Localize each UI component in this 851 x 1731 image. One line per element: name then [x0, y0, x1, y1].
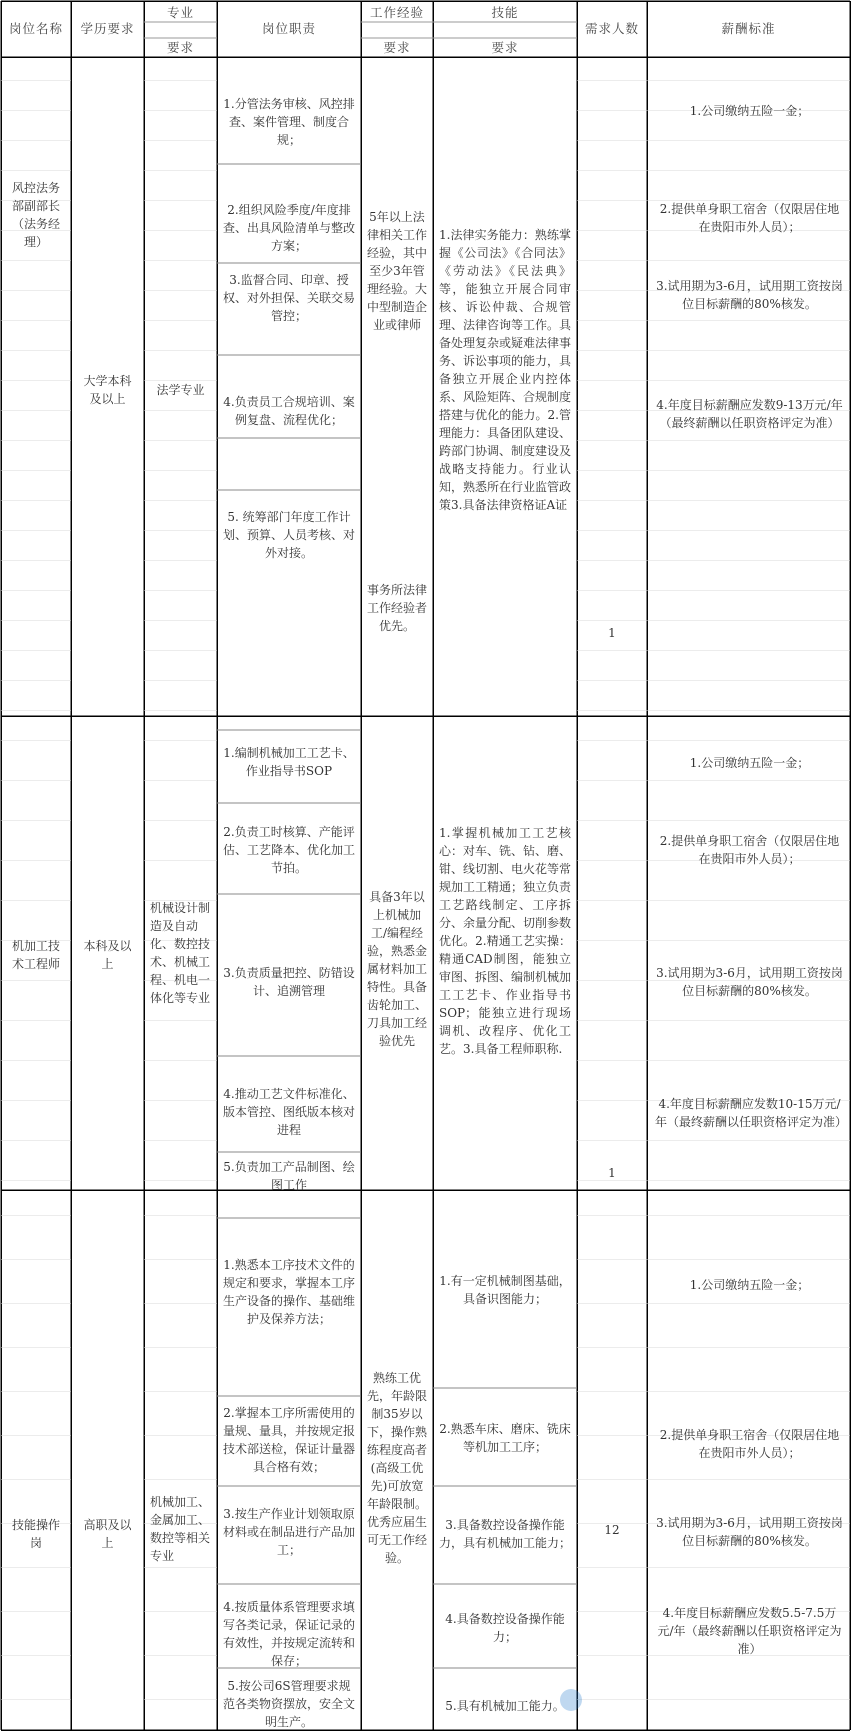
row2-duty-2: 2.负责工时核算、产能评估、工艺降本、优化加工节拍。: [223, 825, 356, 875]
row3-duty-3: 3.按生产作业计划领取原材料或在制品进行产品加工；: [223, 1507, 356, 1557]
row2-duty-5: 5.负责加工产品制图、绘图工作: [223, 1160, 355, 1192]
header-name: 岗位名称: [8, 21, 63, 36]
row3-education: 高职及以上: [83, 1518, 132, 1550]
row1-education: 大学本科及以上: [83, 374, 132, 406]
row1-skills: 1.法律实务能力：熟练掌握《公司法》《合同法》《劳动法》《民法典》等，能独立开展合同审核、诉讼仲裁、合规管理、法律咨询等工作。具备处理复杂或疑难法律事务、诉讼事项的能力，具备独立开展企业内控体系、风险矩阵、合规制度搭建与优化的能力。2.管理能力：具备团队建设、跨部门协调、制度建设及战略支持能力。行业认知，熟悉所在行业监管政策3.具备法律资格证A证: [439, 228, 572, 512]
row2-experience: 具备3年以上机械加工/编程经验，熟悉金属材料加工特性。具备齿轮加工、刀具加工经验优先: [367, 890, 428, 1048]
header-education: 学历要求: [80, 21, 135, 36]
row3-skill-3: 3.具备数控设备操作能力，具有机械加工能力；: [439, 1518, 572, 1550]
row1-salary-4: 4.年度目标薪酬应发数9-13万元/年（最终薪酬以任职资格评定为准）: [656, 398, 843, 430]
row3-skill-2: 2.熟悉车床、磨床、铣床等机加工工序；: [439, 1422, 571, 1454]
row2-salary-4: 4.年度目标薪酬应发数10-15万元/年（最终薪酬以任职资格评定为准）: [655, 1097, 847, 1129]
watermark-logo-icon: [560, 1689, 582, 1711]
row1-salary-1: 1.公司缴纳五险一金；: [689, 104, 810, 118]
row3-salary-3: 3.试用期为3-6月，试用期工资按岗位目标薪酬的80%核发。: [656, 1516, 843, 1548]
row3-duty-5: 5.按公司6S管理要求规范各类物资摆放，安全文明生产。: [223, 1680, 356, 1728]
header-major-top: 专业: [166, 5, 194, 20]
row1-name: 风控法务部副部长（法务经理）: [11, 181, 60, 249]
row3-headcount: 12: [604, 1523, 620, 1537]
row3-salary-1: 1.公司缴纳五险一金；: [689, 1278, 810, 1292]
row2-skills: 1.掌握机械加工工艺核心：对车、铣、钻、磨、钳、线切割、电火花等常规加工工精通；独立负责工艺路线制定、工序拆分、余量分配、切削参数优化。2.精通工艺实操：精通CAD制图，能独立审图、拆图、编制机械加工工艺卡、作业指导书SOP；能独立进行现场调机、改程序、优化工艺。3.具备工程师职称.: [439, 826, 572, 1056]
header-exp-bottom: 要求: [383, 40, 411, 55]
watermark: [560, 1682, 850, 1718]
row3-duty-4: 4.按质量体系管理要求填写各类记录，保证记录的有效性，并按规定流转和保存；: [223, 1600, 356, 1668]
row1-experience: 5年以上法律相关工作经验，其中至少3年管理经验。大中型制造企业或律师: [367, 210, 428, 332]
row1-duty-3: 3.监督合同、印章、授权、对外担保、关联交易管控；: [223, 273, 356, 323]
row2-duty-4: 4.推动工艺文件标准化、版本管控、图纸版本核对进程: [223, 1087, 356, 1137]
row2-salary-3: 3.试用期为3-6月，试用期工资按岗位目标薪酬的80%核发。: [656, 966, 843, 998]
row3-duty-2: 2.掌握本工序所需使用的量规、量具，并按规定报技术部送检，保证计量器具合格有效；: [223, 1406, 356, 1474]
row1-headcount: 1: [608, 626, 616, 640]
header-exp-top: 工作经验: [369, 5, 424, 20]
row1-duty-4: 4.负责员工合规培训、案例复盘、流程优化；: [223, 395, 355, 427]
row3-experience: 熟练工优先，年龄限制35岁以下，操作熟练程度高者(高级工优先)可放宽年龄限制。优秀应届生可无工作经验。: [367, 1371, 428, 1565]
row3-duty-1: 1.熟悉本工序技术文件的规定和要求，掌握本工序生产设备的操作、基础维护及保养方法；: [223, 1258, 356, 1326]
row3-salary-2: 2.提供单身职工宿舍（仅限居住地在贵阳市外人员）；: [659, 1428, 840, 1460]
row1-salary-2: 2.提供单身职工宿舍（仅限居住地在贵阳市外人员）；: [659, 202, 840, 234]
row2-salary-1: 1.公司缴纳五险一金；: [689, 756, 810, 770]
row1-experience-extra: 事务所法律工作经验者优先。: [367, 583, 428, 633]
header-skills-bottom: 要求: [491, 40, 519, 55]
row2-duty-3: 3.负责质量把控、防错设计、追溯管理: [223, 966, 355, 998]
header-duties: 岗位职责: [261, 21, 316, 36]
row1-major: 法学专业: [156, 383, 205, 397]
row1-duty-1: 1.分管法务审核、风控排查、案件管理、制度合规；: [223, 97, 355, 147]
row3-skill-1: 1.有一定机械制图基础，具备识图能力；: [439, 1274, 571, 1306]
row2-education: 本科及以上: [83, 939, 132, 971]
header-salary: 薪酬标准: [721, 21, 776, 36]
row3-salary-4: 4.年度目标薪酬应发数5.5-7.5万元/年（最终薪酬以任职资格评定为准）: [657, 1606, 842, 1656]
row1-duty-2: 2.组织风险季度/年度排查、出具风险清单与整改方案；: [223, 203, 356, 253]
row2-name: 机加工技术工程师: [11, 939, 60, 971]
row3-skill-4: 4.具备数控设备操作能力；: [445, 1612, 565, 1644]
row3-name: 技能操作岗: [11, 1518, 60, 1550]
row2-salary-2: 2.提供单身职工宿舍（仅限居住地在贵阳市外人员）；: [659, 834, 840, 866]
header-major-bottom: 要求: [166, 40, 194, 55]
row1-salary-3: 3.试用期为3-6月，试用期工资按岗位目标薪酬的80%核发。: [656, 279, 843, 311]
header-skills-top: 技能: [491, 5, 519, 20]
row3-skill-5: 5.具有机械加工能力。: [445, 1699, 565, 1713]
row1-duty-5: 5. 统筹部门年度工作计划、预算、人员考核、对外对接。: [223, 510, 356, 560]
row2-duty-1: 1.编制机械加工工艺卡、作业指导书SOP: [223, 746, 355, 778]
row3-major: 机械加工、金属加工、数控等相关专业: [150, 1495, 211, 1563]
row2-headcount: 1: [608, 1166, 616, 1180]
header-headcount: 需求人数: [584, 21, 639, 36]
row2-major: 机械设计制造及自动化、数控技术、机械工程、机电一体化等专业: [150, 901, 211, 1005]
